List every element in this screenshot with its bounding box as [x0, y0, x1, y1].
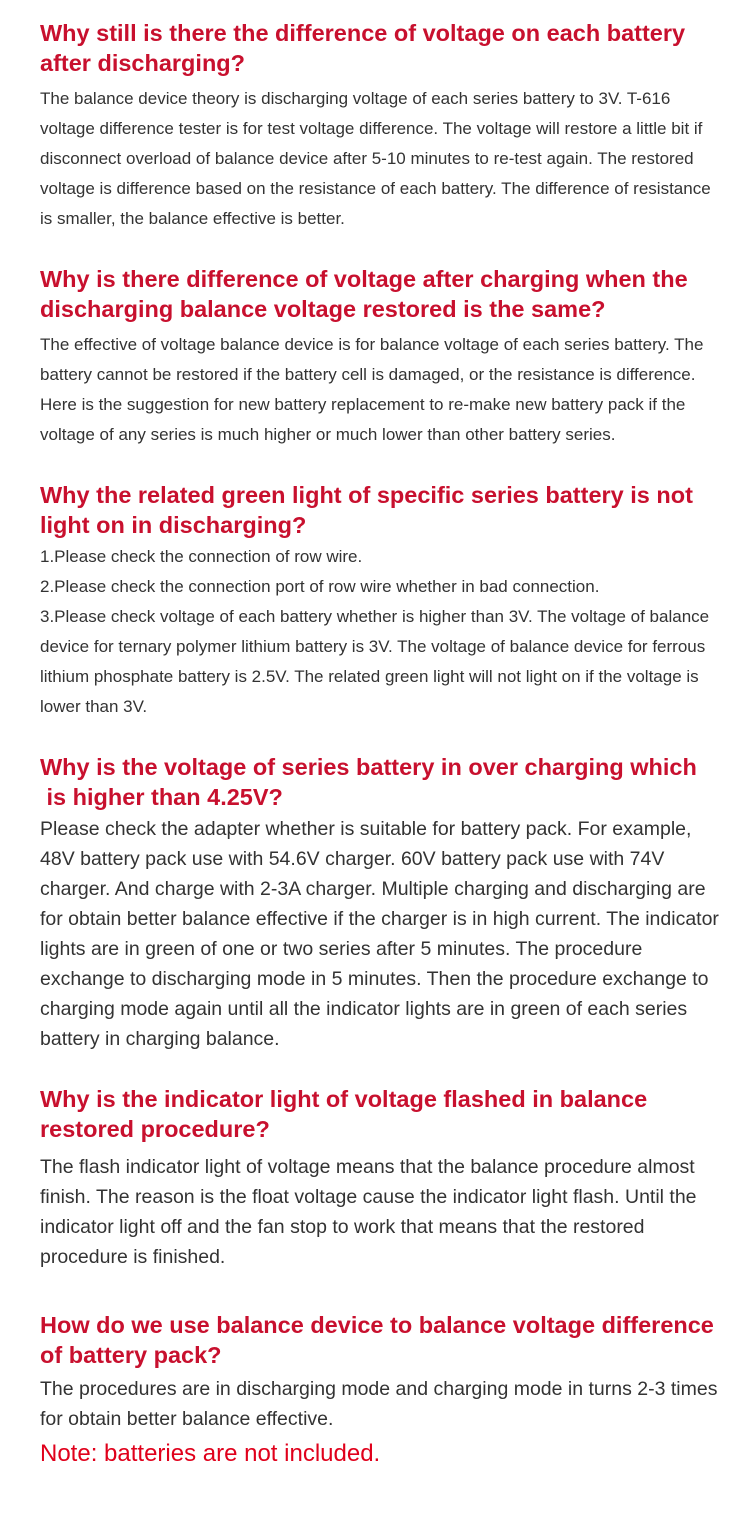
faq-answer: The effective of voltage balance device is for balance voltage of each series battery. The battery cannot be restored if the battery cell is damaged, or the resistance is difference. Here is the suggestion for new battery replacement to re-make new battery pack if the voltage of any series is much higher or much lower than other battery series.: [40, 335, 704, 444]
faq-item-6: [40, 1310, 726, 1434]
faq-question: Why the related green light of specific series battery is not light on in discharging?: [40, 482, 700, 538]
faq-question: Why is the voltage of series battery in over charging which is higher than 4.25V?: [40, 754, 697, 810]
faq-question: Why is there difference of voltage after charging when the discharging balance voltage restored is the same?: [40, 266, 695, 322]
faq-answer-line: 3.Please check voltage of each battery whether is higher than 3V. The voltage of balance device for ternary polymer lithium battery is 3V. The voltage of balance device for ferrous lithium phosphate battery is 2.5V. The related green light will not light on if the voltage is lower than 3V.: [40, 607, 710, 716]
faq-answer: The flash indicator light of voltage means that the balance procedure almost finish. The reason is the float voltage cause the indicator light flash. Until the indicator light off and the fan stop to work that means that the restored procedure is finished.: [40, 1156, 697, 1268]
faq-question: How do we use balance device to balance voltage difference of battery pack?: [40, 1312, 721, 1368]
faq-question: Why still is there the difference of voltage on each battery after discharging?: [40, 20, 692, 76]
faq-answer: The procedures are in discharging mode and charging mode in turns 2-3 times for obtain better balance effective.: [40, 1378, 718, 1430]
faq-answer: The balance device theory is discharging voltage of each series battery to 3V. T-616 voltage difference tester is for test voltage difference. The voltage will restore a little bit if disconnect overload of balance device after 5-10 minutes to re-test again. The restored voltage is difference based on the resistance of each battery. The difference of resistance is smaller, the balance effective is better.: [40, 89, 711, 228]
faq-question: Why is the indicator light of voltage flashed in balance restored procedure?: [40, 1086, 654, 1142]
faq-answer-line: 1.Please check the connection of row wire.: [40, 547, 363, 566]
faq-answer: [40, 542, 726, 722]
faq-item-5: [40, 1084, 726, 1272]
faq-item-1: [40, 18, 726, 234]
faq-answer-line: 2.Please check the connection port of row wire whether in bad connection.: [40, 577, 600, 596]
note-text: Note: batteries are not included.: [40, 1440, 381, 1467]
faq-item-3: [40, 480, 726, 722]
faq-answer: Please check the adapter whether is suitable for battery pack. For example, 48V battery pack use with 54.6V charger. 60V battery pack use with 74V charger. And charge with 2-3A charger. Multiple charging and discharging are for obtain better balance effective if the charger is in high current. The indicator lights are in green of one or two series after 5 minutes. The procedure exchange to discharging mode in 5 minutes. Then the procedure exchange to charging mode again until all the indicator lights are in green of each series battery in charging balance.: [40, 818, 719, 1050]
faq-item-4: [40, 752, 726, 1054]
faq-item-2: [40, 264, 726, 450]
